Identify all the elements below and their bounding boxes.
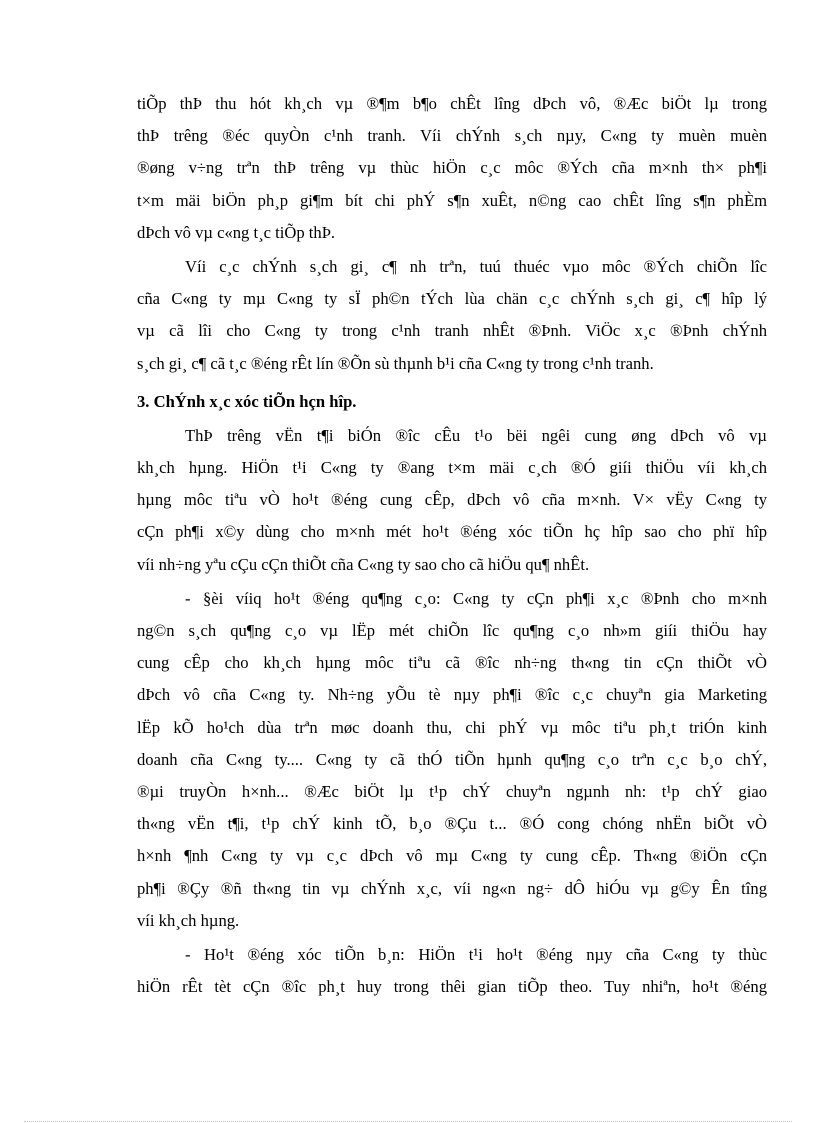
text-line: ®µi truyÒn h×nh... ®Æc biÖt lµ t¹p chÝ chuyªn ngµnh nh: t¹p chÝ giao: [137, 781, 767, 801]
text-line: hµng môc tiªu vÒ ho¹t ®éng cung cÊp, dÞch vô cña m×nh. V× vËy C«ng ty: [137, 490, 767, 510]
paragraph: [137, 251, 767, 380]
text-line: th«ng vËn t¶i, t¹p chÝ kinh tÕ, b¸o ®Çu t... ®Ó cong chóng nhËn biÕt vÒ: [137, 814, 767, 834]
text-line: ng©n s¸ch qu¶ng c¸o vµ lËp mét chiÕn lîc qu¶ng c¸o nh»m giíi thiÖu hay: [137, 621, 767, 640]
text-line: cña C«ng ty mµ C«ng ty sÏ ph©n tÝch lùa chän c¸c chÝnh s¸ch gi¸ c¶ hîp lý: [137, 289, 767, 309]
text-line: Víi c¸c chÝnh s¸ch gi¸ c¶ nh trªn, tuú thuéc vµo môc ®Ých chiÕn lîc: [185, 256, 767, 276]
text-line: vµ cã lîi cho C«ng ty trong c¹nh tranh nhÊt ®Þnh. ViÖc x¸c ®Þnh chÝnh: [137, 321, 767, 341]
text-line: kh¸ch hµng. HiÖn t¹i C«ng ty ®ang t×m mäi c¸ch ®Ó giíi thiÖu víi kh¸ch: [137, 458, 767, 478]
text-line: - Ho¹t ®éng xóc tiÕn b¸n: HiÖn t¹i ho¹t ®éng nµy cña C«ng ty thùc: [185, 944, 767, 964]
section-heading: 3. ChÝnh x¸c xóc tiÕn hçn hîp.: [137, 391, 357, 411]
text-line: thÞ trêng ®éc quyÒn c¹nh tranh. Víi chÝnh s¸ch nµy, C«ng ty muèn muèn: [137, 126, 767, 146]
text-line: - §èi víiq ho¹t ®éng qu¶ng c¸o: C«ng ty cÇn ph¶i x¸c ®Þnh cho m×nh: [185, 588, 767, 608]
text-line: h×nh ¶nh C«ng ty vµ c¸c dÞch vô mµ C«ng ty cung cÊp. Th«ng ®iÖn cÇn: [137, 846, 767, 866]
text-line: ThÞ trêng vËn t¶i biÓn ®îc cÊu t¹o bëi ngêi cung øng dÞch vô vµ: [185, 425, 767, 445]
document-body: [137, 88, 767, 1003]
page-bottom-divider: [24, 1121, 792, 1122]
text-line: t×m mäi biÖn ph¸p gi¶m bít chi phÝ s¶n xuÊt, n©ng cao chÊt lîng s¶n phÈm: [137, 190, 767, 210]
text-line: hiÖn rÊt tèt cÇn ®îc ph¸t huy trong thêi gian tiÕp theo. Tuy nhiªn, ho¹t ®éng: [137, 977, 767, 997]
paragraph: [137, 583, 767, 937]
text-line: dÞch vô cña C«ng ty. Nh÷ng yÕu tè nµy ph¶i ®îc c¸c chuyªn gia Marketing: [137, 685, 767, 705]
paragraph: [137, 88, 767, 249]
text-line: cÇn ph¶i x©y dùng cho m×nh mét ho¹t ®éng xóc tiÕn hç hîp sao cho phï hîp: [137, 522, 767, 542]
text-line: s¸ch gi¸ c¶ cã t¸c ®éng rÊt lín ®Õn sù thµnh b¹i cña C«ng ty trong c¹nh tranh.: [137, 353, 654, 373]
text-line: lËp kÕ ho¹ch dùa trªn møc doanh thu, chi phÝ vµ môc tiªu ph¸t triÓn kinh: [137, 717, 767, 737]
text-line: víi nh÷ng yªu cÇu cÇn thiÕt cña C«ng ty sao cho cã hiÖu qu¶ nhÊt.: [137, 554, 590, 574]
text-line: víi kh¸ch hµng.: [137, 910, 240, 930]
text-line: tiÕp thÞ thu hót kh¸ch vµ ®¶m b¶o chÊt lîng dÞch vô, ®Æc biÖt lµ trong: [137, 94, 767, 113]
text-line: dÞch vô vµ c«ng t¸c tiÕp thÞ.: [137, 222, 336, 242]
text-line: ®øng v÷ng trªn thÞ trêng vµ thùc hiÖn c¸c môc ®Ých cña m×nh th× ph¶i: [137, 158, 767, 178]
text-line: cung cÊp cho kh¸ch hµng môc tiªu cã ®îc nh÷ng th«ng tin cÇn thiÕt vÒ: [137, 653, 767, 673]
text-line: doanh cña C«ng ty.... C«ng ty cã thÓ tiÕn hµnh qu¶ng c¸o trªn c¸c b¸o chÝ,: [137, 749, 767, 769]
paragraph: [137, 939, 767, 1003]
paragraph: [137, 420, 767, 581]
text-line: ph¶i ®Çy ®ñ th«ng tin vµ chÝnh x¸c, víi ng«n ng÷ dÔ hiÓu vµ g©y Ên tîng: [137, 878, 767, 898]
